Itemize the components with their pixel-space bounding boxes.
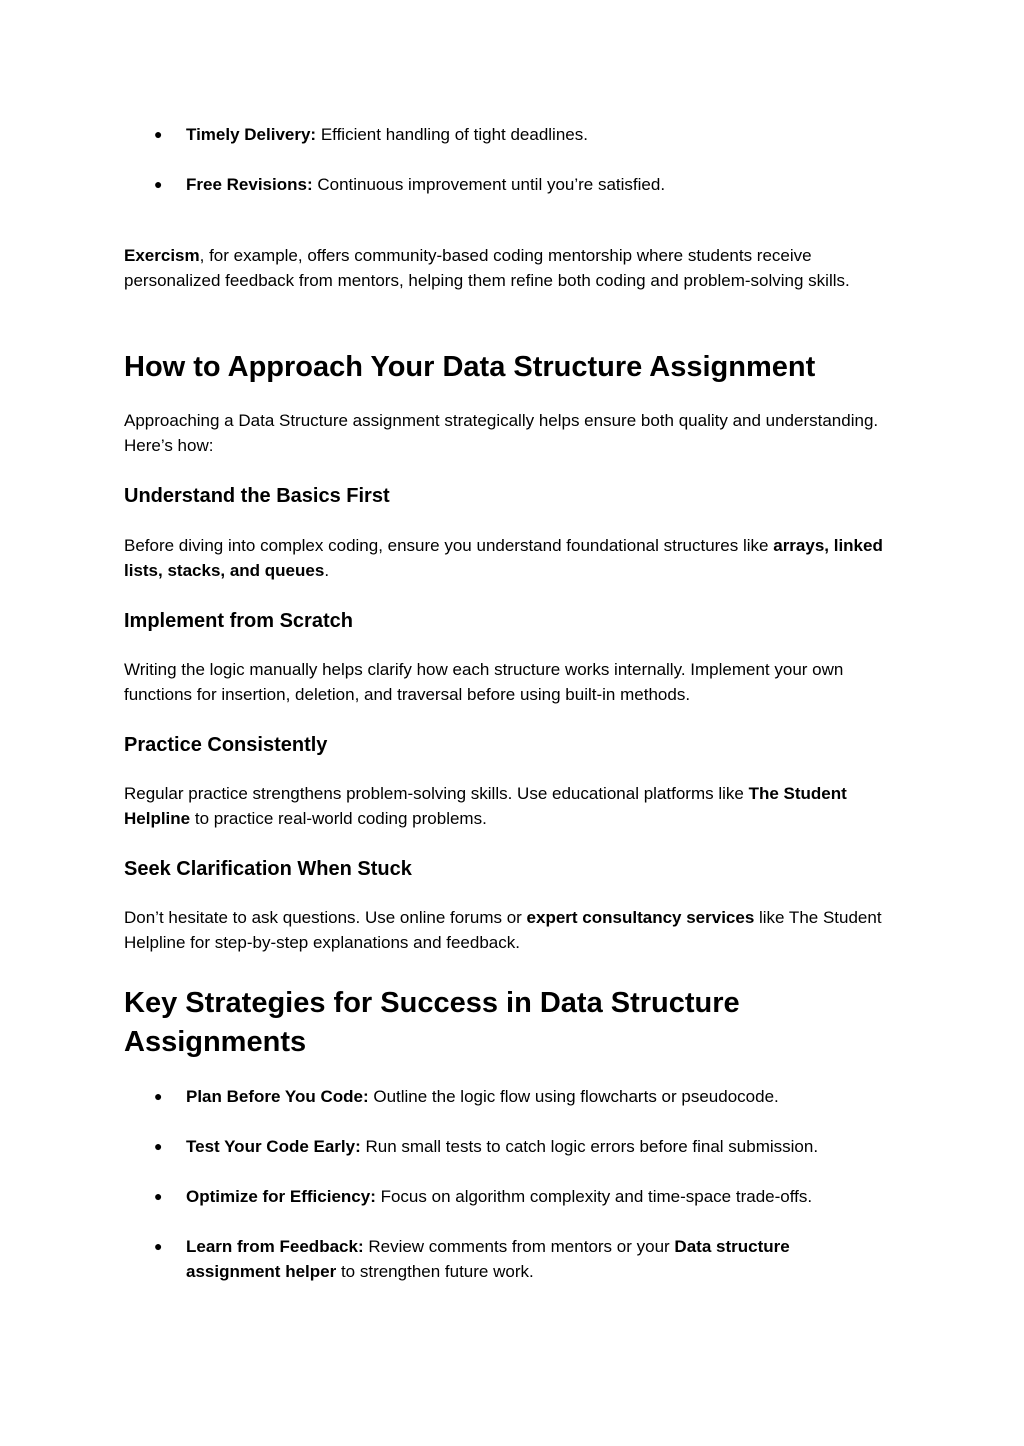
paragraph	[124, 781, 904, 831]
bullet-icon: ●	[154, 1238, 163, 1254]
paragraph-text: like The Student Helpline for step-by-step explanations and feedback.	[124, 908, 882, 952]
bullet-icon: ●	[154, 176, 163, 192]
bullet-icon: ●	[154, 126, 163, 142]
bold-text: Data structure assignment helper	[186, 1237, 790, 1281]
subheading: Implement from Scratch	[124, 610, 353, 632]
paragraph: Writing the logic manually helps clarify how each structure works internally. Implement your own functions for insertion, deletion, and traversal before using built-in methods.	[124, 660, 844, 704]
subheading: Practice Consistently	[124, 734, 328, 756]
item-label: Optimize for Efficiency:	[186, 1187, 376, 1206]
subheading: Seek Clarification When Stuck	[124, 858, 412, 880]
item-text: Review comments from mentors or your	[363, 1237, 675, 1256]
section-heading: How to Approach Your Data Structure Assignment	[124, 351, 816, 383]
paragraph-text: Regular practice strengthens problem-solving skills. Use educational platforms like	[124, 784, 749, 803]
item-label: Plan Before You Code:	[186, 1087, 369, 1106]
list-item	[154, 172, 906, 197]
item-text: Outline the logic flow using flowcharts or pseudocode.	[368, 1087, 779, 1106]
exercism-paragraph	[124, 243, 904, 293]
paragraph	[124, 905, 904, 955]
bullet-icon: ●	[154, 1188, 163, 1204]
bold-text: expert consultancy services	[526, 908, 755, 927]
bold-text: The Student Helpline	[124, 784, 847, 828]
paragraph-text: , for example, offers community-based coding mentorship where students receive personalized feedback from mentors, helping them refine both coding and problem-solving skills.	[124, 246, 850, 290]
item-label: Test Your Code Early:	[186, 1137, 361, 1156]
bold-text: arrays, linked lists, stacks, and queues	[124, 536, 883, 580]
paragraph-text: .	[324, 561, 330, 580]
bullet-icon: ●	[154, 1088, 163, 1104]
bullet-icon: ●	[154, 1138, 163, 1154]
item-text: Continuous improvement until you’re satisfied.	[312, 175, 666, 194]
list-item	[154, 1134, 906, 1159]
paragraph-text: to practice real-world coding problems.	[190, 809, 487, 828]
item-label: Learn from Feedback:	[186, 1237, 364, 1256]
list-item	[154, 1184, 906, 1209]
item-text: Focus on algorithm complexity and time-space trade-offs.	[375, 1187, 813, 1206]
section-heading: Key Strategies for Success in Data Structure Assignments	[124, 987, 740, 1058]
paragraph	[124, 533, 904, 583]
intro-paragraph: Approaching a Data Structure assignment strategically helps ensure both quality and understanding. Here’s how:	[124, 411, 879, 455]
item-text: Efficient handling of tight deadlines.	[316, 125, 588, 144]
list-item	[154, 122, 906, 147]
item-text: to strengthen future work.	[336, 1262, 534, 1281]
list-item	[154, 1234, 876, 1284]
item-label: Timely Delivery:	[186, 125, 317, 144]
item-text: Run small tests to catch logic errors before final submission.	[360, 1137, 819, 1156]
item-label: Free Revisions:	[186, 175, 313, 194]
paragraph-text: Before diving into complex coding, ensure you understand foundational structures like	[124, 536, 774, 555]
paragraph-text: Don’t hesitate to ask questions. Use online forums or	[124, 908, 527, 927]
subheading: Understand the Basics First	[124, 485, 390, 507]
bold-text: Exercism	[124, 246, 200, 265]
list-item	[154, 1084, 906, 1109]
